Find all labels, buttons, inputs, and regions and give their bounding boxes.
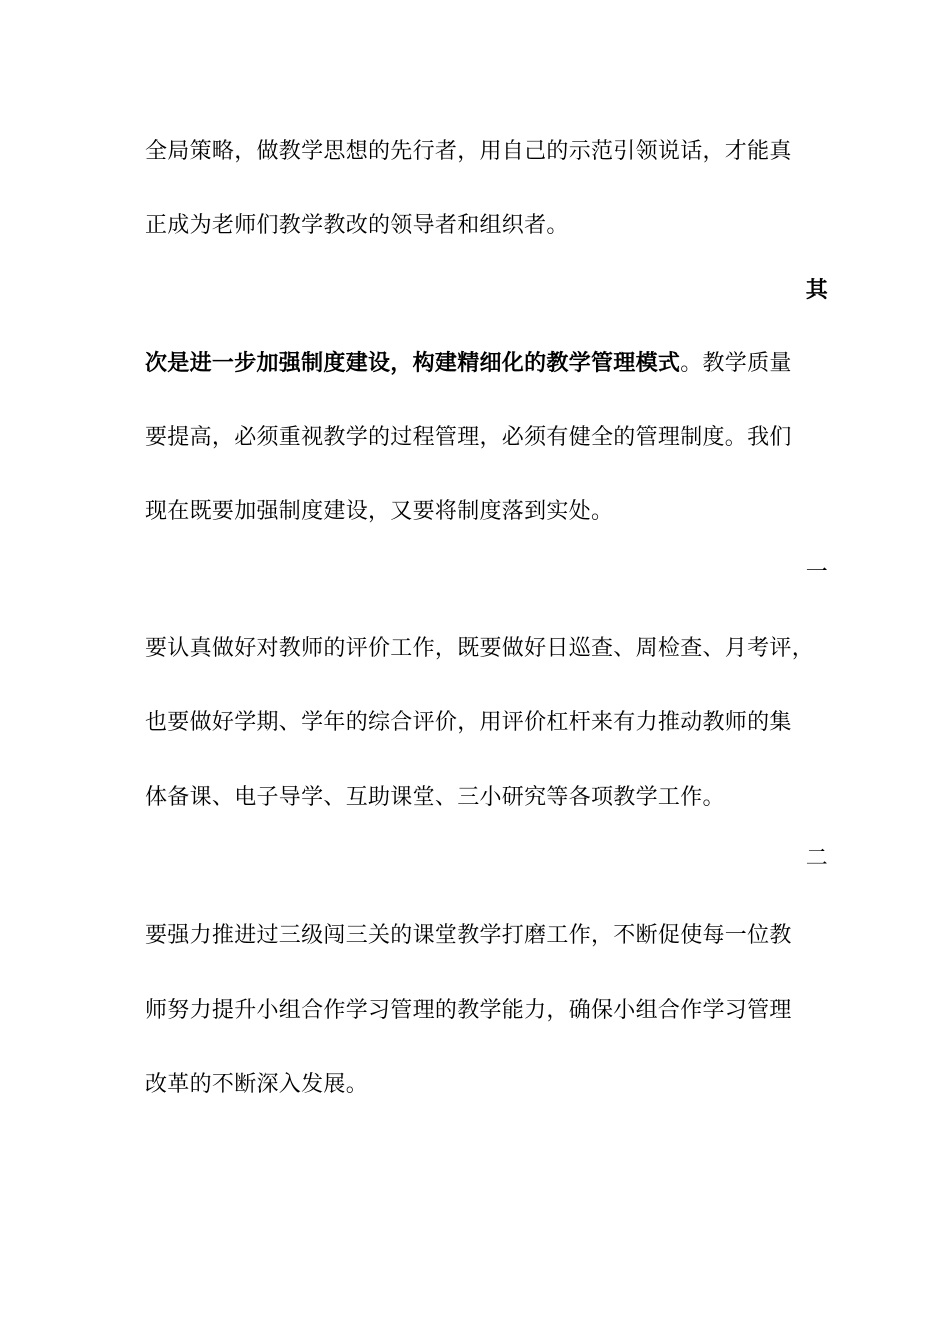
text-line: 全局策略，做教学思想的先行者，用自己的示范引领说话，才能真 <box>145 139 792 164</box>
text-line-fragment: 一 <box>805 560 828 585</box>
text-line-fragment: 其 <box>805 277 828 303</box>
text-line: 改革的不断深入发展。 <box>145 1072 369 1097</box>
text-line: 体备课、电子导学、互助课堂、三小研究等各项教学工作。 <box>145 785 725 810</box>
text-line: 要认真做好对教师的评价工作，既要做好日巡查、周检查、月考评， <box>145 636 815 661</box>
text-line: 师努力提升小组合作学习管理的教学能力，确保小组合作学习管理 <box>145 998 792 1023</box>
text-line-mixed <box>145 348 792 379</box>
text-line: 也要做好学期、学年的综合评价，用评价杠杆来有力推动教师的集 <box>145 710 792 735</box>
body-text: 。教学质量 <box>680 351 792 376</box>
text-line: 现在既要加强制度建设，又要将制度落到实处。 <box>145 499 614 524</box>
bold-heading-text: 次是进一步加强制度建设，构建精细化的教学管理模式 <box>145 350 681 376</box>
text-line-fragment: 二 <box>805 846 828 871</box>
text-line: 要提高，必须重视教学的过程管理，必须有健全的管理制度。我们 <box>145 425 792 450</box>
text-line: 要强力推进过三级闯三关的课堂教学打磨工作，不断促使每一位教 <box>145 923 792 948</box>
text-line: 正成为老师们教学教改的领导者和组织者。 <box>145 213 569 238</box>
